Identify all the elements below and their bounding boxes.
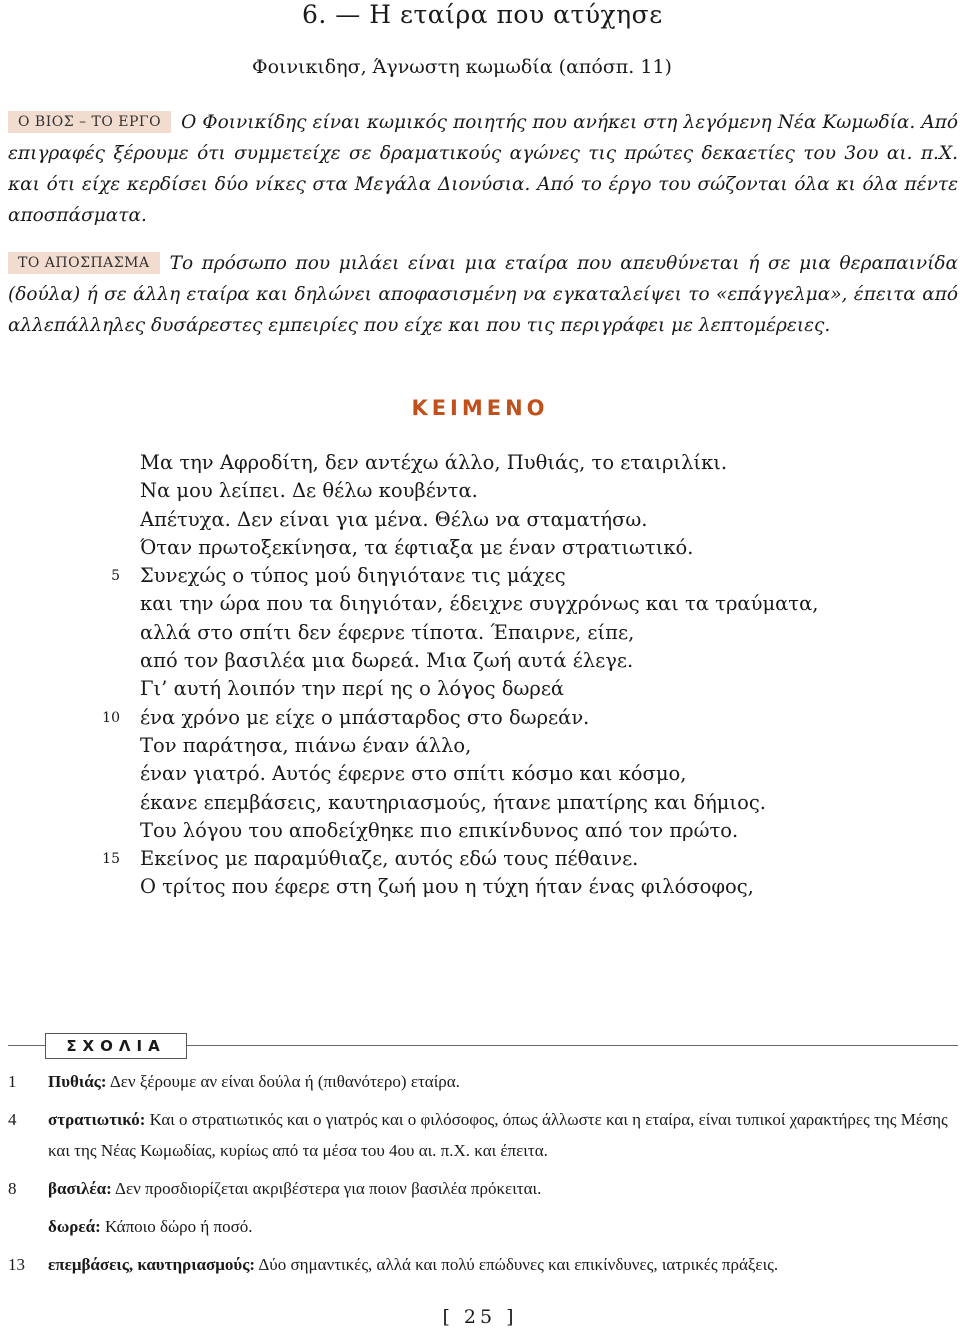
verse-text: Μα την Αφροδίτη, δεν αντέχω άλλο, Πυθιάς, το εταιριλίκι. <box>140 451 728 474</box>
verse-line <box>0 760 960 788</box>
intro-life-work <box>8 107 958 231</box>
note-text: Δεν προσδιορίζεται ακριβέστερα για ποιον βασιλέα πρόκειται. <box>111 1179 542 1198</box>
verse-line <box>0 562 960 590</box>
verse-text: έκανε επεμβάσεις, καυτηριασμούς, ήτανε μπατίρης και δήμιος. <box>140 790 766 814</box>
note-item <box>8 1104 958 1166</box>
verse-text: Απέτυχα. Δεν είναι για μένα. Θέλω να σταματήσω. <box>140 507 648 531</box>
note-term: δωρεά: <box>48 1217 101 1236</box>
verse-text: αλλά στο σπίτι δεν έφερνε τίποτα. Έπαιρνε, είπε, <box>140 620 635 644</box>
fragment-tag: ΤΟ ΑΠΟΣΠΑΣΜΑ <box>8 252 160 274</box>
note-text: Δεν ξέρουμε αν είναι δούλα ή (πιθανότερο) εταίρα. <box>106 1072 460 1091</box>
verse-line <box>0 845 960 873</box>
verse-text: Όταν πρωτοξεκίνησα, τα έφτιαξα με έναν στρατιωτικό. <box>140 535 694 559</box>
verse-number: 10 <box>102 709 120 726</box>
verse-text: Γι’ αυτή λοιπόν την περί ης ο λόγος δωρεά <box>140 677 565 701</box>
life-work-tag: Ο ΒΙΟΣ – ΤΟ ΕΡΓΟ <box>8 111 171 133</box>
note-term: στρατιωτικό: <box>48 1110 146 1129</box>
note-term: επεμβάσεις, καυτηριασμούς: <box>48 1255 256 1274</box>
poem-text <box>0 449 960 902</box>
verse-text: Τον παράτησα, πιάνω έναν άλλο, <box>140 733 472 757</box>
verse-line <box>0 732 960 760</box>
verse-text: Συνεχώς ο τύπος μού διηγιότανε τις μάχες <box>140 564 566 588</box>
page-number: [ 25 ] <box>442 1306 518 1328</box>
verse-text: Του λόγου του αποδείχθηκε πιο επικίνδυνος από τον πρώτο. <box>140 818 739 842</box>
verse-text: Να μου λείπει. Δε θέλω κουβέντα. <box>140 479 478 503</box>
verse-line <box>0 675 960 703</box>
verse-line <box>0 789 960 817</box>
note-text: Κάποιο δώρο ή ποσό. <box>100 1217 253 1236</box>
verse-line <box>0 534 960 562</box>
verse-text: από τον βασιλέα μια δωρεά. Μια ζωή αυτά έλεγε. <box>140 649 634 673</box>
note-line-number: 13 <box>8 1255 25 1274</box>
verse-text: Εκείνος με παραμύθιαζε, αυτός εδώ τους πέθαινε. <box>140 847 639 871</box>
verse-text: και την ώρα που τα διηγιόταν, έδειχνε συγχρόνως και τα τραύματα, <box>140 592 819 616</box>
note-text: Δύο σημαντικές, αλλά και πολύ επώδυνες και επικίνδυνες, ιατρικές πράξεις. <box>255 1255 779 1274</box>
source-line: Φοινικιδησ, Άγνωστη κωμωδία (απόσπ. 11) <box>252 56 672 78</box>
intro-fragment <box>8 248 958 341</box>
note-item <box>8 1066 958 1097</box>
note-line-number: 8 <box>8 1179 17 1198</box>
chapter-title: 6. — Η εταίρα που ατύχησε <box>302 0 663 29</box>
verse-line <box>0 619 960 647</box>
verse-line <box>0 647 960 675</box>
verse-number: 15 <box>102 851 120 868</box>
verse-line <box>0 817 960 845</box>
fragment-text: Το πρόσωπο που μιλάει είναι μια εταίρα που απευθύνεται ή σε μια θεραπαινίδα (δούλα) ή σε άλλη εταίρα και δηλώνει αποφασισμένη να εγκαταλείψει το «επάγγελμα», έπειτα από αλλεπάλληλες δυσάρεστες εμπειρίες που είχε και που τις περιγράφει με λεπτομέρειες. <box>8 253 958 336</box>
note-text: Και ο στρατιωτικός και ο γιατρός και ο φιλόσοφος, όπως άλλωστε και η εταίρα, είναι τυπικοί χαρακτήρες της Μέσης και της Νέας Κωμωδίας, κυρίως από τα μέσα του 4ου αι. π.Χ. και έπειτα. <box>48 1110 948 1160</box>
verse-text: έναν γιατρό. Αυτός έφερνε στο σπίτι κόσμο και κόσμο, <box>140 762 687 786</box>
scholia-heading: ΣΧΟΛΙΑ <box>45 1033 187 1059</box>
note-item <box>8 1173 958 1204</box>
verse-line <box>0 704 960 732</box>
verse-text: Ο τρίτος που έφερε στη ζωή μου η τύχη ήταν ένας φιλόσοφος, <box>140 875 754 899</box>
note-term: βασιλέα: <box>48 1179 112 1198</box>
verse-line <box>0 873 960 901</box>
note-term: Πυθιάς: <box>48 1072 107 1091</box>
note-item <box>8 1249 958 1280</box>
note-line-number: 1 <box>8 1072 17 1091</box>
verse-number: 5 <box>111 568 120 585</box>
note-item <box>8 1211 958 1242</box>
text-heading: ΚΕΙΜΕΝΟ <box>411 396 549 420</box>
verse-line <box>0 590 960 618</box>
verse-line <box>0 477 960 505</box>
verse-text: ένα χρόνο με είχε ο μπάσταρδος στο δωρεάν. <box>140 705 590 729</box>
life-work-text: Ο Φοινικίδης είναι κωμικός ποιητής που ανήκει στη λεγόμενη Νέα Κωμωδία. Από επιγραφές ξέρουμε ότι συμμετείχε σε δραματικούς αγώνες τις πρώτες δεκαετίες του 3ου αι. π.Χ. και ότι είχε κερδίσει δύο νίκες στα Μεγάλα Διονύσια. Από το έργο του σώζονται όλα κι όλα πέντε αποσπάσματα. <box>8 112 958 226</box>
verse-line <box>0 506 960 534</box>
note-line-number: 4 <box>8 1110 17 1129</box>
verse-line <box>0 449 960 477</box>
